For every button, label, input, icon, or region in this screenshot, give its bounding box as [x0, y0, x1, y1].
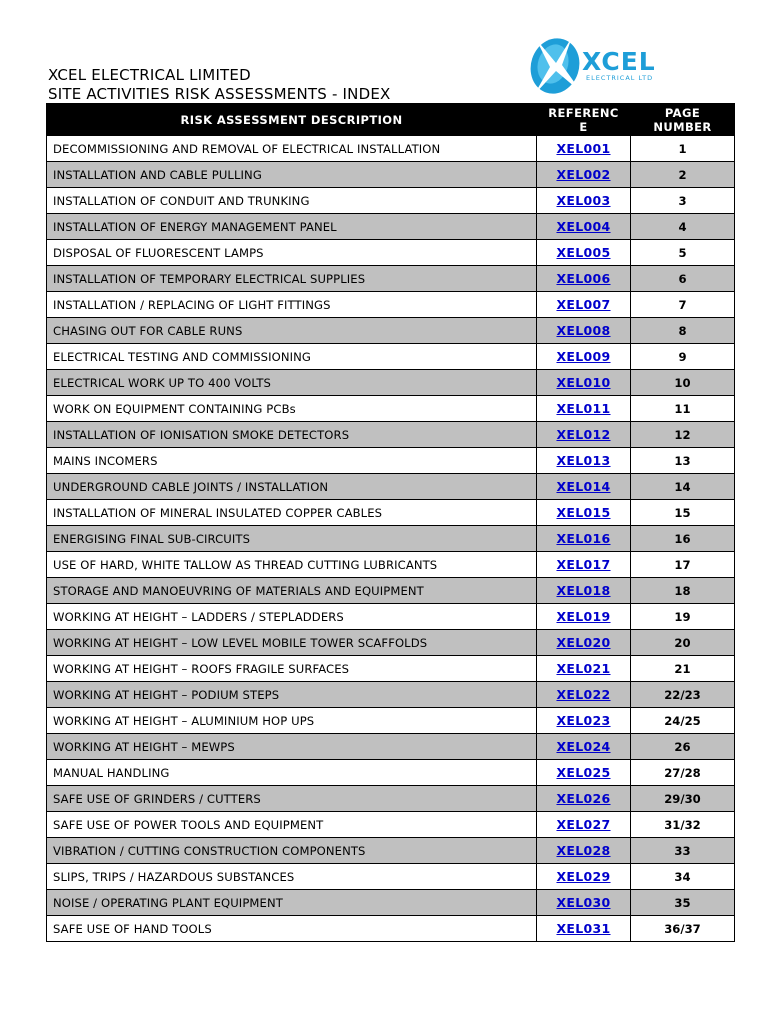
row-description: INSTALLATION OF ENERGY MANAGEMENT PANEL — [47, 214, 537, 240]
row-description: MAINS INCOMERS — [47, 448, 537, 474]
page-title: SITE ACTIVITIES RISK ASSESSMENTS - INDEX — [48, 85, 391, 103]
row-page-number: 24/25 — [631, 708, 735, 734]
reference-link[interactable]: XEL022 — [556, 686, 611, 702]
row-reference-cell — [537, 630, 631, 656]
row-description: INSTALLATION OF IONISATION SMOKE DETECTORS — [47, 422, 537, 448]
row-description: NOISE / OPERATING PLANT EQUIPMENT — [47, 890, 537, 916]
table-row — [47, 682, 735, 708]
table-row — [47, 838, 735, 864]
row-description: WORKING AT HEIGHT – ALUMINIUM HOP UPS — [47, 708, 537, 734]
reference-link[interactable]: XEL002 — [556, 166, 611, 182]
header-reference — [537, 104, 631, 136]
row-reference-cell — [537, 448, 631, 474]
row-reference-cell — [537, 188, 631, 214]
table-row — [47, 162, 735, 188]
row-reference-cell — [537, 292, 631, 318]
table-row — [47, 734, 735, 760]
table-row — [47, 656, 735, 682]
row-reference-cell — [537, 136, 631, 162]
row-reference-cell — [537, 370, 631, 396]
reference-link[interactable]: XEL017 — [556, 556, 611, 572]
table-row — [47, 396, 735, 422]
reference-link[interactable]: XEL031 — [556, 920, 611, 936]
row-reference-cell — [537, 734, 631, 760]
row-reference-cell — [537, 786, 631, 812]
row-reference-cell — [537, 656, 631, 682]
reference-link[interactable]: XEL006 — [556, 270, 611, 286]
row-description: INSTALLATION OF TEMPORARY ELECTRICAL SUPPLIES — [47, 266, 537, 292]
reference-link[interactable]: XEL019 — [556, 608, 611, 624]
xcel-logo — [526, 33, 676, 97]
reference-link[interactable]: XEL013 — [556, 452, 611, 468]
row-reference-cell — [537, 760, 631, 786]
reference-link[interactable]: XEL001 — [556, 140, 611, 156]
row-page-number: 17 — [631, 552, 735, 578]
reference-link[interactable]: XEL018 — [556, 582, 611, 598]
row-description: CHASING OUT FOR CABLE RUNS — [47, 318, 537, 344]
reference-link[interactable]: XEL012 — [556, 426, 611, 442]
row-page-number: 5 — [631, 240, 735, 266]
table-row — [47, 214, 735, 240]
reference-link[interactable]: XEL016 — [556, 530, 611, 546]
row-reference-cell — [537, 422, 631, 448]
reference-link[interactable]: XEL003 — [556, 192, 611, 208]
row-reference-cell — [537, 396, 631, 422]
row-description: WORKING AT HEIGHT – MEWPS — [47, 734, 537, 760]
row-page-number: 16 — [631, 526, 735, 552]
logo-brand: XCEL — [582, 47, 656, 76]
row-page-number: 36/37 — [631, 916, 735, 942]
row-description: INSTALLATION / REPLACING OF LIGHT FITTINGS — [47, 292, 537, 318]
row-page-number: 2 — [631, 162, 735, 188]
row-page-number: 18 — [631, 578, 735, 604]
table-row — [47, 526, 735, 552]
row-description: SAFE USE OF POWER TOOLS AND EQUIPMENT — [47, 812, 537, 838]
row-reference-cell — [537, 318, 631, 344]
row-description: SAFE USE OF GRINDERS / CUTTERS — [47, 786, 537, 812]
header-page-line2: NUMBER — [653, 119, 712, 134]
reference-link[interactable]: XEL005 — [556, 244, 611, 260]
row-page-number: 11 — [631, 396, 735, 422]
row-reference-cell — [537, 890, 631, 916]
row-page-number: 6 — [631, 266, 735, 292]
row-page-number: 15 — [631, 500, 735, 526]
row-reference-cell — [537, 864, 631, 890]
reference-link[interactable]: XEL011 — [556, 400, 611, 416]
row-description: SLIPS, TRIPS / HAZARDOUS SUBSTANCES — [47, 864, 537, 890]
reference-link[interactable]: XEL021 — [556, 660, 611, 676]
row-reference-cell — [537, 474, 631, 500]
row-reference-cell — [537, 500, 631, 526]
row-reference-cell — [537, 578, 631, 604]
row-description: WORKING AT HEIGHT – LOW LEVEL MOBILE TOWER SCAFFOLDS — [47, 630, 537, 656]
reference-link[interactable]: XEL023 — [556, 712, 611, 728]
row-reference-cell — [537, 812, 631, 838]
row-page-number: 13 — [631, 448, 735, 474]
row-reference-cell — [537, 916, 631, 942]
row-description: USE OF HARD, WHITE TALLOW AS THREAD CUTTING LUBRICANTS — [47, 552, 537, 578]
table-row — [47, 266, 735, 292]
row-page-number: 7 — [631, 292, 735, 318]
table-row — [47, 630, 735, 656]
row-reference-cell — [537, 682, 631, 708]
table-row — [47, 500, 735, 526]
table-row — [47, 760, 735, 786]
document-header — [48, 66, 390, 104]
table-row — [47, 188, 735, 214]
reference-link[interactable]: XEL004 — [556, 218, 611, 234]
reference-link[interactable]: XEL020 — [556, 634, 611, 650]
row-page-number: 20 — [631, 630, 735, 656]
row-page-number: 31/32 — [631, 812, 735, 838]
row-page-number: 10 — [631, 370, 735, 396]
row-description: SAFE USE OF HAND TOOLS — [47, 916, 537, 942]
reference-link[interactable]: XEL024 — [556, 738, 611, 754]
table-row — [47, 474, 735, 500]
row-page-number: 21 — [631, 656, 735, 682]
row-page-number: 33 — [631, 838, 735, 864]
row-description: VIBRATION / CUTTING CONSTRUCTION COMPONENTS — [47, 838, 537, 864]
row-description: DECOMMISSIONING AND REMOVAL OF ELECTRICAL INSTALLATION — [47, 136, 537, 162]
row-description: ENERGISING FINAL SUB-CIRCUITS — [47, 526, 537, 552]
row-description: MANUAL HANDLING — [47, 760, 537, 786]
table-row — [47, 422, 735, 448]
reference-link[interactable]: XEL009 — [556, 348, 611, 364]
table-row — [47, 136, 735, 162]
reference-link[interactable]: XEL015 — [556, 504, 611, 520]
table-row — [47, 890, 735, 916]
row-page-number: 34 — [631, 864, 735, 890]
header-page-line1: PAGE — [664, 105, 701, 120]
table-row — [47, 916, 735, 942]
row-description: INSTALLATION OF CONDUIT AND TRUNKING — [47, 188, 537, 214]
row-description: ELECTRICAL WORK UP TO 400 VOLTS — [47, 370, 537, 396]
row-description: UNDERGROUND CABLE JOINTS / INSTALLATION — [47, 474, 537, 500]
row-page-number: 22/23 — [631, 682, 735, 708]
row-page-number: 8 — [631, 318, 735, 344]
row-reference-cell — [537, 344, 631, 370]
row-reference-cell — [537, 162, 631, 188]
row-page-number: 1 — [631, 136, 735, 162]
header-reference-line2: E — [579, 119, 588, 134]
row-reference-cell — [537, 838, 631, 864]
row-description: WORKING AT HEIGHT – ROOFS FRAGILE SURFACES — [47, 656, 537, 682]
table-row — [47, 552, 735, 578]
table-row — [47, 578, 735, 604]
header-page-number — [631, 104, 735, 136]
reference-link[interactable]: XEL029 — [556, 868, 611, 884]
reference-link[interactable]: XEL008 — [556, 322, 611, 338]
row-page-number: 12 — [631, 422, 735, 448]
row-reference-cell — [537, 240, 631, 266]
header-description: RISK ASSESSMENT DESCRIPTION — [47, 104, 537, 136]
table-row — [47, 292, 735, 318]
row-page-number: 26 — [631, 734, 735, 760]
row-description: WORK ON EQUIPMENT CONTAINING PCBs — [47, 396, 537, 422]
table-row — [47, 708, 735, 734]
logo-subtitle: ELECTRICAL LTD — [586, 74, 654, 82]
row-page-number: 14 — [631, 474, 735, 500]
table-row — [47, 370, 735, 396]
table-row — [47, 318, 735, 344]
table-header-row — [47, 104, 735, 136]
row-page-number: 29/30 — [631, 786, 735, 812]
table-row — [47, 864, 735, 890]
header-reference-line1: REFERENC — [548, 105, 619, 120]
row-page-number: 4 — [631, 214, 735, 240]
table-row — [47, 344, 735, 370]
row-description: WORKING AT HEIGHT – LADDERS / STEPLADDERS — [47, 604, 537, 630]
table-row — [47, 240, 735, 266]
reference-link[interactable]: XEL014 — [556, 478, 611, 494]
reference-link[interactable]: XEL027 — [556, 816, 611, 832]
row-reference-cell — [537, 526, 631, 552]
company-name: XCEL ELECTRICAL LIMITED — [48, 66, 251, 84]
table-row — [47, 604, 735, 630]
row-reference-cell — [537, 708, 631, 734]
row-description: WORKING AT HEIGHT – PODIUM STEPS — [47, 682, 537, 708]
reference-link[interactable]: XEL010 — [556, 374, 611, 390]
row-reference-cell — [537, 214, 631, 240]
reference-link[interactable]: XEL025 — [556, 764, 611, 780]
row-page-number: 27/28 — [631, 760, 735, 786]
row-reference-cell — [537, 552, 631, 578]
table-row — [47, 786, 735, 812]
row-description: DISPOSAL OF FLUORESCENT LAMPS — [47, 240, 537, 266]
reference-link[interactable]: XEL007 — [556, 296, 611, 312]
row-reference-cell — [537, 604, 631, 630]
row-description: INSTALLATION AND CABLE PULLING — [47, 162, 537, 188]
row-reference-cell — [537, 266, 631, 292]
row-page-number: 3 — [631, 188, 735, 214]
table-row — [47, 812, 735, 838]
reference-link[interactable]: XEL028 — [556, 842, 611, 858]
row-page-number: 9 — [631, 344, 735, 370]
reference-link[interactable]: XEL030 — [556, 894, 611, 910]
risk-assessment-index-table — [46, 103, 735, 942]
table-row — [47, 448, 735, 474]
row-page-number: 35 — [631, 890, 735, 916]
reference-link[interactable]: XEL026 — [556, 790, 611, 806]
row-description: STORAGE AND MANOEUVRING OF MATERIALS AND EQUIPMENT — [47, 578, 537, 604]
row-page-number: 19 — [631, 604, 735, 630]
row-description: INSTALLATION OF MINERAL INSULATED COPPER CABLES — [47, 500, 537, 526]
row-description: ELECTRICAL TESTING AND COMMISSIONING — [47, 344, 537, 370]
